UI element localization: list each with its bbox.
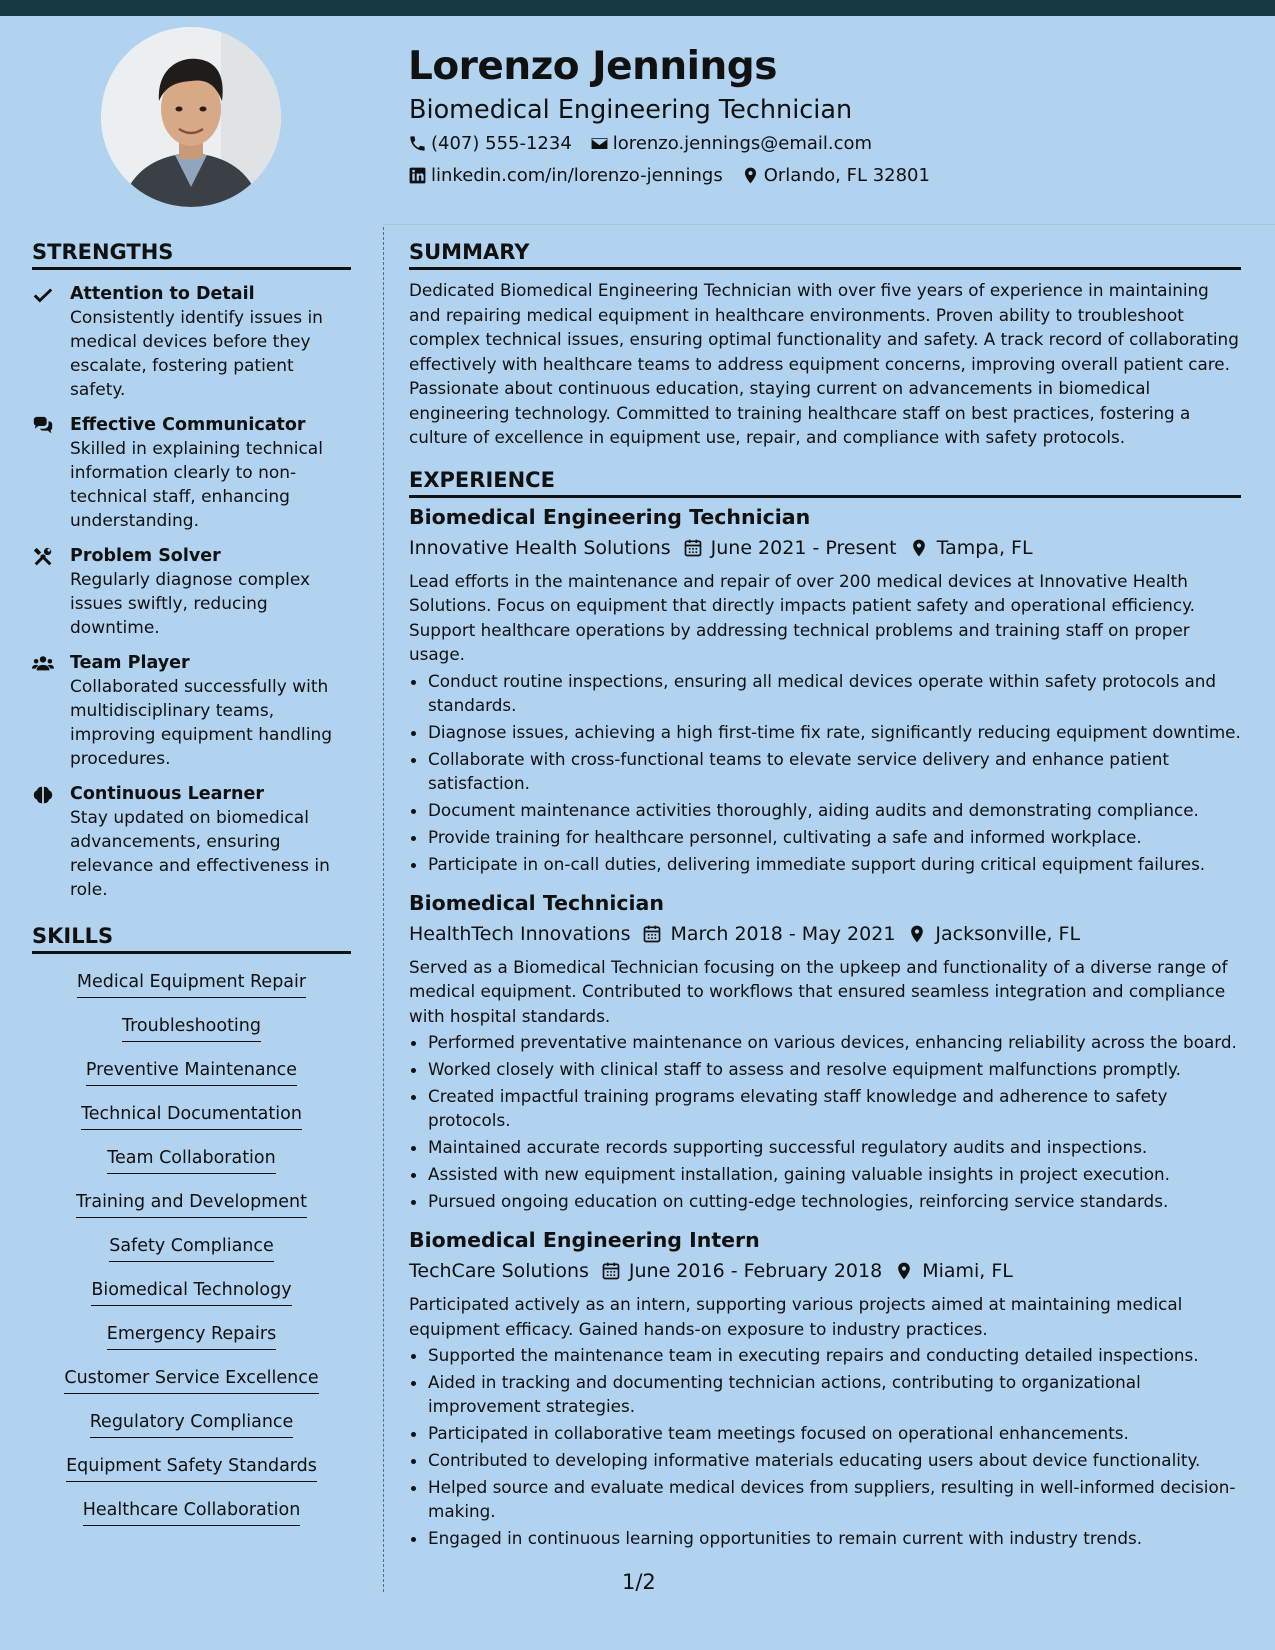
job-bullets	[409, 1030, 1241, 1213]
contact-phone	[408, 133, 572, 154]
phone-text: (407) 555-1234	[431, 133, 572, 154]
job-bullet: • Helped source and evaluate medical devices from suppliers, resulting in well-informed decision-making.	[428, 1475, 1241, 1523]
strength-item	[32, 413, 351, 533]
job-bullet: • Created impactful training programs elevating staff knowledge and adherence to safety protocols.	[428, 1084, 1241, 1132]
job-bullet: • Aided in tracking and documenting technician actions, contributing to organizational improvement strategies.	[428, 1370, 1241, 1418]
job-title: Biomedical Technician	[409, 890, 664, 915]
strength-name: Team Player	[70, 653, 190, 673]
job-description: Participated actively as an intern, supporting various projects aimed at maintaining medical equipment efficacy. Gained hands-on exposure to industry practices.	[409, 1294, 1183, 1339]
job-bullet: • Provide training for healthcare personnel, cultivating a safe and informed workplace.	[428, 825, 1241, 849]
job-bullet: • Maintained accurate records supporting successful regulatory audits and inspections.	[428, 1135, 1241, 1159]
job-dates: June 2021 - Present	[710, 536, 897, 559]
strength-name: Attention to Detail	[70, 284, 255, 304]
job-bullet: • Supported the maintenance team in executing repairs and conducting detailed inspections.	[428, 1343, 1241, 1367]
strength-item	[32, 544, 351, 640]
column-divider	[383, 227, 384, 1592]
strength-item	[32, 282, 351, 402]
map-pin-icon	[741, 166, 760, 185]
job-description: Served as a Biomedical Technician focusing on the upkeep and functionality of a diverse range of medical equipment. Contributed to workflows that ensured seamless integration and compliance with hospital standards.	[409, 956, 1228, 1026]
header-divider	[383, 224, 1275, 225]
job-bullet: • Collaborate with cross-functional teams to elevate service delivery and enhance patient satisfaction.	[428, 747, 1241, 795]
brain-icon	[32, 784, 54, 806]
job-dates: June 2016 - February 2018	[628, 1260, 883, 1282]
job-company: Innovative Health Solutions	[409, 536, 671, 559]
contact-linkedin[interactable]	[408, 165, 723, 186]
skill-item: Medical Equipment Repair	[77, 970, 306, 998]
skill-item: Safety Compliance	[109, 1234, 274, 1262]
strength-desc: Stay updated on biomedical advancements, ensuring relevance and effectiveness in role.	[70, 808, 330, 900]
job-bullet: • Engaged in continuous learning opportunities to remain current with industry trends.	[428, 1526, 1241, 1550]
job-bullet: • Participated in collaborative team meetings focused on operational enhancements.	[428, 1421, 1241, 1445]
candidate-title: Biomedical Engineering Technician	[409, 95, 853, 125]
sidebar	[32, 240, 351, 1542]
job-title: Biomedical Engineering Intern	[409, 1228, 760, 1252]
job-title: Biomedical Engineering Technician	[409, 504, 811, 529]
job-bullet: • Conduct routine inspections, ensuring all medical devices operate within safety protocols and standards.	[428, 669, 1241, 717]
strength-desc: Regularly diagnose complex issues swiftly, reducing downtime.	[70, 570, 311, 638]
calendar-icon	[642, 924, 662, 944]
skill-item: Troubleshooting	[122, 1014, 261, 1042]
map-pin-icon	[907, 924, 927, 944]
skill-item: Technical Documentation	[81, 1102, 302, 1130]
job-meta	[409, 921, 1241, 947]
profile-photo	[101, 27, 281, 207]
job-bullet: • Worked closely with clinical staff to assess and resolve equipment malfunctions promptly.	[428, 1057, 1241, 1081]
top-accent-bar	[0, 0, 1275, 16]
skill-item: Healthcare Collaboration	[83, 1498, 301, 1526]
skills-heading: SKILLS	[32, 924, 351, 954]
job-entry	[409, 890, 1241, 1214]
job-bullets	[409, 669, 1241, 876]
strength-item	[32, 651, 351, 771]
map-pin-icon	[894, 1261, 914, 1281]
skill-item: Equipment Safety Standards	[66, 1454, 317, 1482]
contact-row-1	[408, 133, 890, 154]
skill-item: Biomedical Technology	[91, 1278, 291, 1306]
linkedin-icon	[408, 166, 427, 185]
tools-icon	[32, 546, 54, 568]
main-column	[409, 240, 1241, 1564]
contact-email[interactable]	[590, 133, 872, 154]
job-bullet: • Assisted with new equipment installation, gaining valuable insights in project execution.	[428, 1162, 1241, 1186]
strength-item	[32, 782, 351, 902]
job-meta	[409, 1258, 1241, 1284]
strength-desc: Skilled in explaining technical information clearly to non-technical staff, enhancing understanding.	[70, 439, 323, 531]
email-text[interactable]: lorenzo.jennings@email.com	[612, 133, 873, 154]
location-text: Orlando, FL 32801	[763, 165, 930, 186]
job-location: Miami, FL	[922, 1260, 1013, 1282]
job-entry	[409, 504, 1241, 876]
map-pin-icon	[909, 538, 929, 558]
summary-heading: SUMMARY	[409, 240, 1241, 270]
skill-item: Preventive Maintenance	[86, 1058, 297, 1086]
skill-item: Regulatory Compliance	[90, 1410, 294, 1438]
job-bullet: • Performed preventative maintenance on various devices, enhancing reliability across the board.	[428, 1030, 1241, 1054]
page-number: 1/2	[622, 1570, 656, 1594]
skill-item: Training and Development	[76, 1190, 307, 1218]
skill-item: Emergency Repairs	[107, 1322, 276, 1350]
strength-name: Problem Solver	[70, 546, 221, 566]
job-bullet: • Diagnose issues, achieving a high first-time fix rate, significantly reducing equipment downtime.	[428, 720, 1241, 744]
strength-name: Continuous Learner	[70, 784, 265, 804]
envelope-icon	[590, 134, 609, 153]
check-icon	[32, 284, 54, 306]
job-bullets	[409, 1343, 1241, 1550]
experience-heading: EXPERIENCE	[409, 468, 1241, 498]
job-bullet: • Pursued ongoing education on cutting-edge technologies, reinforcing service standards.	[428, 1189, 1241, 1213]
job-meta	[409, 535, 1241, 561]
linkedin-text[interactable]: linkedin.com/in/lorenzo-jennings	[431, 165, 723, 186]
contact-location	[741, 165, 930, 186]
skills-list	[32, 970, 351, 1542]
job-description: Lead efforts in the maintenance and repair of over 200 medical devices at Innovative Health Solutions. Focus on equipment that directly impacts patient safety and operational efficiency. Support healthcare operations by addressing technical problems and training staff on proper usage.	[409, 570, 1195, 664]
job-company: HealthTech Innovations	[409, 922, 631, 945]
strengths-heading: STRENGTHS	[32, 240, 351, 270]
skill-item: Team Collaboration	[107, 1146, 275, 1174]
job-location: Jacksonville, FL	[935, 922, 1081, 945]
calendar-icon	[683, 538, 703, 558]
summary-text: Dedicated Biomedical Engineering Technician with over five years of experience in maintaining and repairing medical equipment in healthcare environments. Proven ability to troubleshoot complex technical issues, ensuring optimal functionality and safety. A track record of collaborating effectively with healthcare teams to address equipment concerns, improving overall patient care. Passionate about continuous education, staying current on advancements in biomedical engineering technology. Committed to training healthcare staff on best practices, fostering a culture of excellence in equipment use, repair, and compliance with safety protocols.	[409, 280, 1239, 447]
strength-name: Effective Communicator	[70, 415, 306, 435]
job-bullet: • Participate in on-call duties, delivering immediate support during critical equipment failures.	[428, 852, 1241, 876]
job-bullet: • Document maintenance activities thoroughly, aiding audits and demonstrating compliance.	[428, 798, 1241, 822]
job-company: TechCare Solutions	[409, 1260, 589, 1282]
job-location: Tampa, FL	[936, 536, 1033, 559]
candidate-name: Lorenzo Jennings	[408, 44, 777, 89]
job-bullet: • Contributed to developing informative materials educating users about device functionality.	[428, 1448, 1241, 1472]
job-entry	[409, 1227, 1241, 1550]
contact-row-2	[408, 165, 948, 186]
comments-icon	[32, 415, 54, 437]
strength-desc: Collaborated successfully with multidisciplinary teams, improving equipment handling procedures.	[70, 677, 333, 769]
skill-item: Customer Service Excellence	[64, 1366, 318, 1394]
strength-desc: Consistently identify issues in medical devices before they escalate, fostering patient safety.	[70, 308, 323, 400]
users-icon	[32, 653, 54, 675]
profile-photo-illustration	[101, 27, 281, 207]
job-dates: March 2018 - May 2021	[670, 922, 896, 945]
phone-icon	[408, 134, 427, 153]
calendar-icon	[601, 1261, 621, 1281]
